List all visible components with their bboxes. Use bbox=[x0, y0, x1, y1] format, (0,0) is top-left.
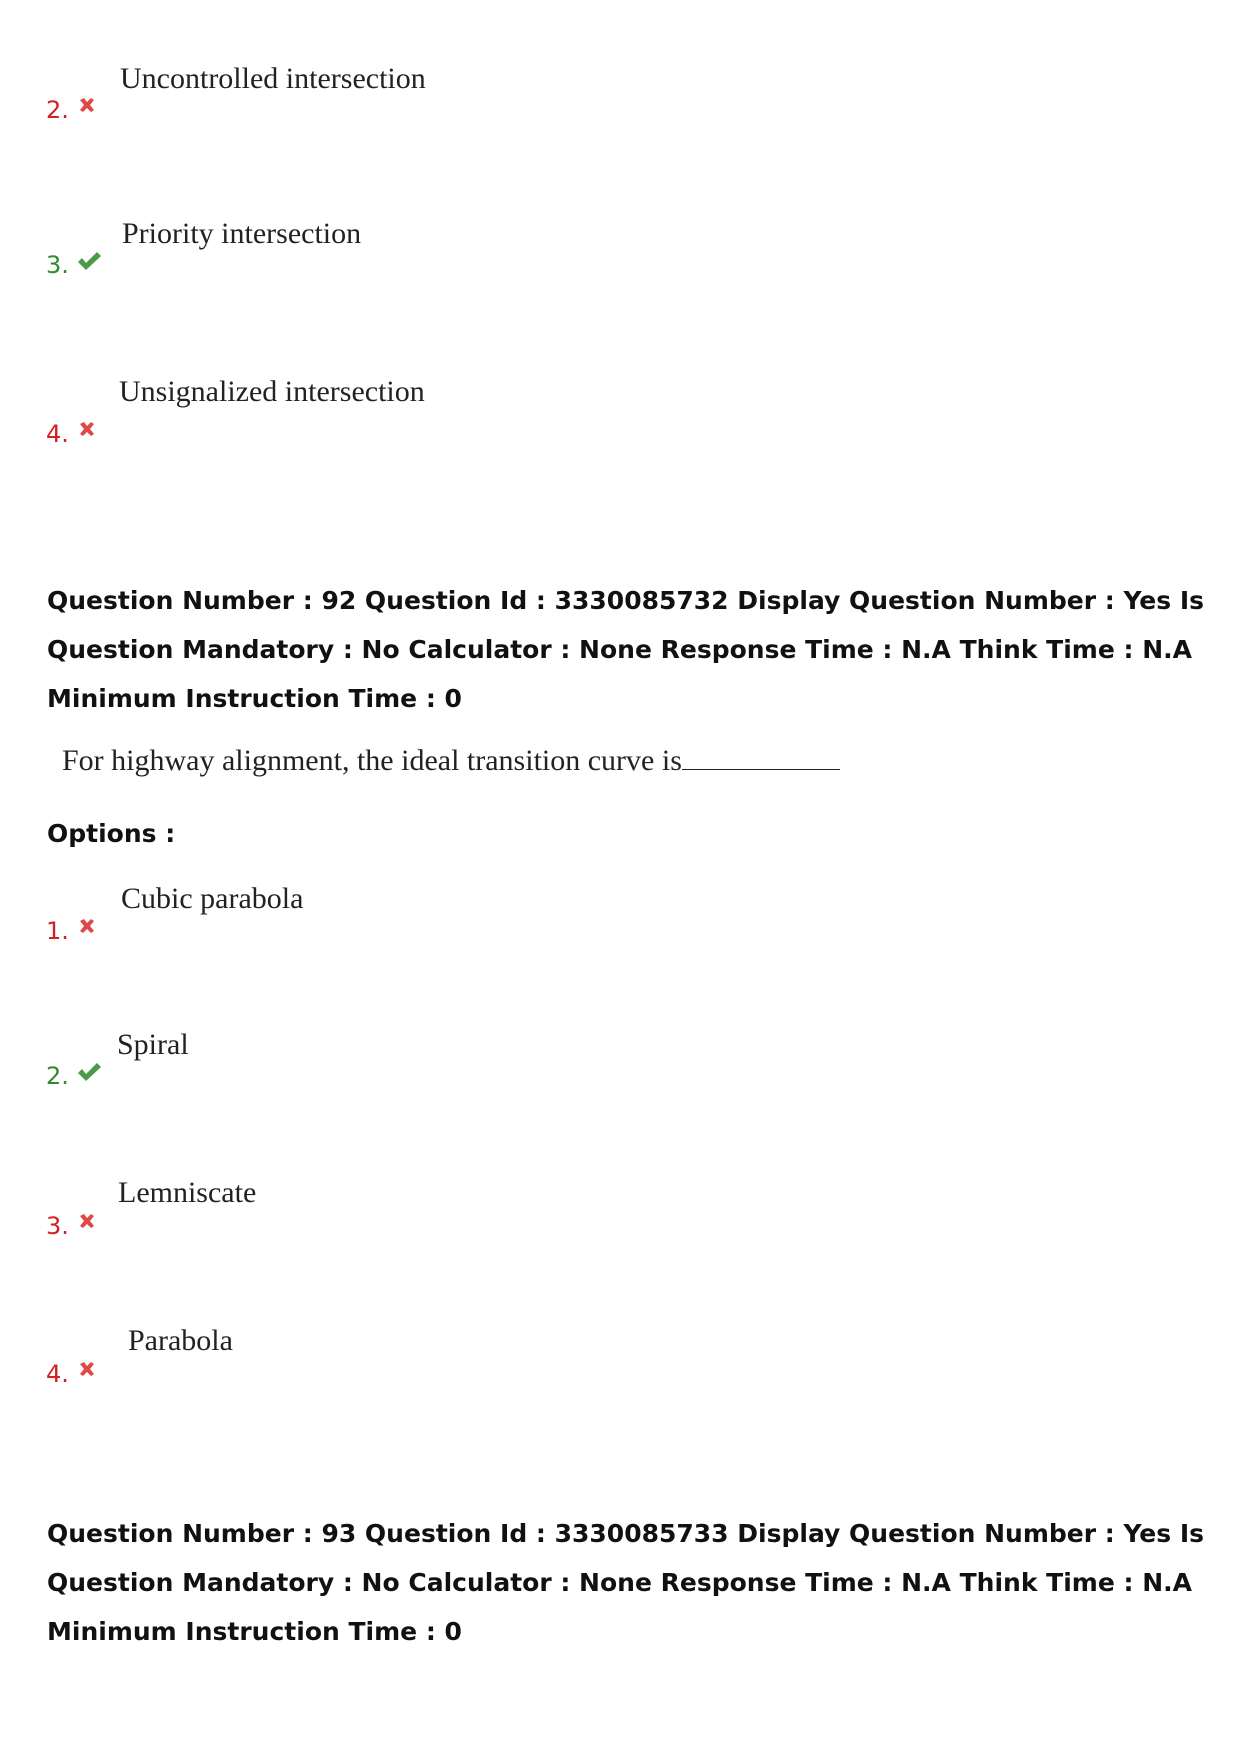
option-number: 1. bbox=[46, 917, 69, 945]
option-row bbox=[0, 1026, 1240, 1090]
check-icon bbox=[76, 1060, 102, 1084]
cross-icon bbox=[75, 93, 99, 117]
option-text: Priority intersection bbox=[122, 217, 362, 250]
option-text: Unsignalized intersection bbox=[119, 375, 425, 408]
option-row bbox=[0, 373, 1240, 448]
cross-icon bbox=[75, 1357, 99, 1381]
option-row bbox=[0, 60, 1240, 124]
option-number: 2. bbox=[46, 96, 69, 124]
question-metadata: Question Number : 92 Question Id : 3330085732 Display Question Number : Yes Is Question Mandatory : No Calculator : None Response Time : N.A Think Time : N.A Minimum Instruction Time : 0 bbox=[47, 586, 1205, 713]
cross-icon bbox=[75, 914, 99, 938]
answer-blank bbox=[682, 743, 840, 770]
option-row bbox=[0, 880, 1240, 945]
option-text: Spiral bbox=[117, 1028, 189, 1061]
option-row bbox=[0, 1174, 1240, 1240]
option-row bbox=[0, 1322, 1240, 1388]
option-text: Uncontrolled intersection bbox=[120, 62, 426, 95]
option-text: Cubic parabola bbox=[121, 882, 304, 915]
option-row bbox=[0, 215, 1240, 279]
option-number: 3. bbox=[46, 251, 69, 279]
option-number: 2. bbox=[46, 1062, 69, 1090]
question-text bbox=[62, 743, 840, 778]
cross-icon bbox=[75, 417, 99, 441]
question-metadata: Question Number : 93 Question Id : 3330085733 Display Question Number : Yes Is Question Mandatory : No Calculator : None Response Time : N.A Think Time : N.A Minimum Instruction Time : 0 bbox=[47, 1519, 1205, 1646]
option-number: 4. bbox=[46, 420, 69, 448]
question-text-content: For highway alignment, the ideal transition curve is bbox=[62, 744, 682, 777]
option-text: Parabola bbox=[128, 1324, 233, 1357]
cross-icon bbox=[75, 1209, 99, 1233]
check-icon bbox=[76, 249, 102, 273]
options-label: Options : bbox=[47, 819, 176, 848]
option-number: 4. bbox=[46, 1360, 69, 1388]
option-text: Lemniscate bbox=[118, 1176, 257, 1209]
option-number: 3. bbox=[46, 1212, 69, 1240]
